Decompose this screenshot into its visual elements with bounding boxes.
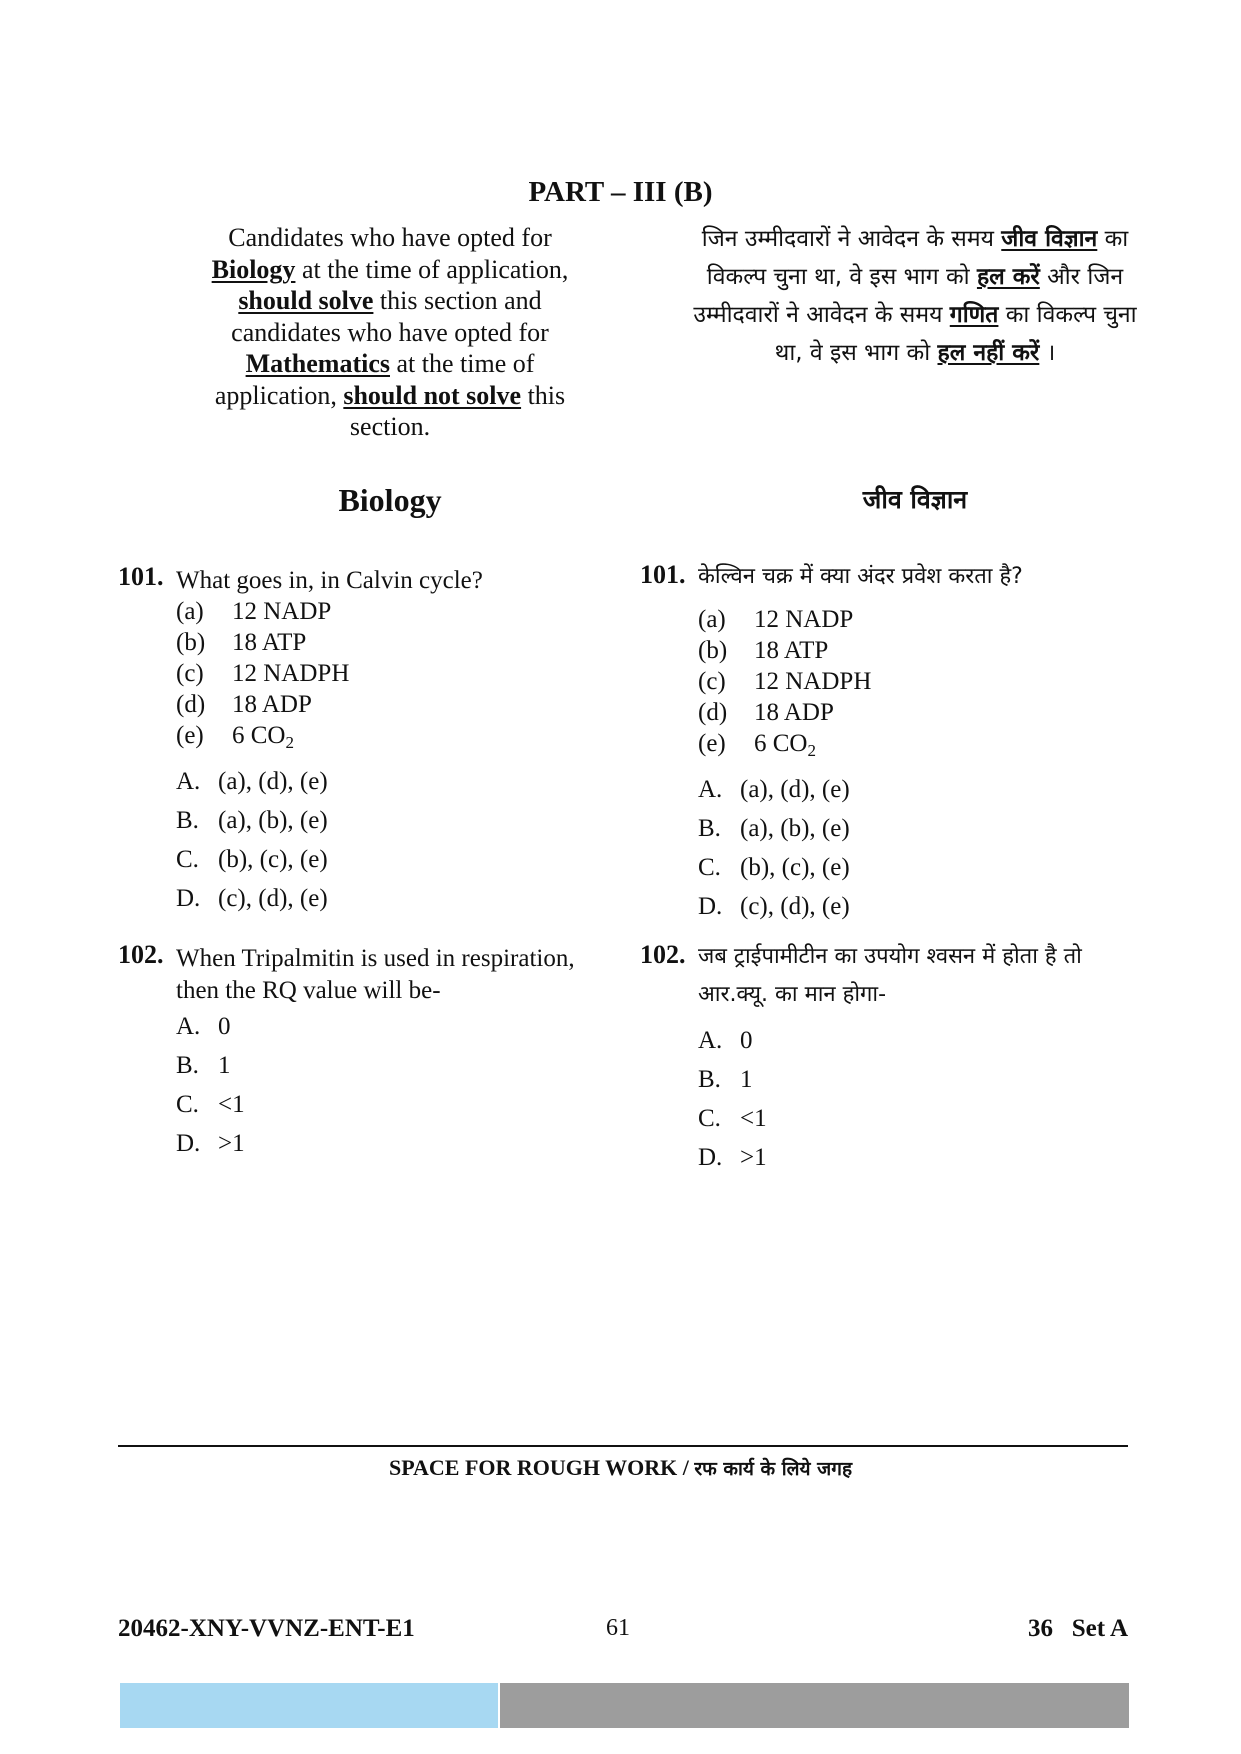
should-not-solve-emphasis: should not solve	[343, 380, 522, 410]
question-101-item-hindi: (b) 18 ATP	[698, 637, 829, 664]
question-101-answer: C. (b), (c), (e)	[176, 846, 328, 873]
should-solve-emphasis: should solve	[238, 286, 374, 315]
instructions-english: Candidates who have opted for Biology at the time of application, should solve this section and candidates who have opted for Mathematics at the time of application, should not solve this section.	[211, 223, 569, 441]
question-102-text: When Tripalmitin is used in respiration, then the RQ value will be-	[176, 945, 575, 1004]
question-101-item-hindi: (d) 18 ADP	[698, 699, 834, 726]
footer-bar-blue	[120, 1683, 498, 1728]
subject-biology-emphasis: Biology	[211, 254, 296, 284]
question-102-answer-hindi: B. 1	[698, 1066, 753, 1093]
question-101-item: (d) 18 ADP	[176, 691, 312, 718]
question-102-number-hindi: 102.	[640, 940, 686, 969]
subject-heading-english: Biology	[338, 482, 442, 518]
page-number: 61	[606, 1615, 630, 1641]
question-101-answer: B. (a), (b), (e)	[176, 807, 328, 834]
question-101-item-hindi: (e) 6 $CO_2$	[698, 730, 816, 760]
question-102-answer-hindi: A. 0	[698, 1027, 753, 1054]
question-101-text-hindi: केल्विन चक्र में क्या अंदर प्रवेश करता है?	[698, 564, 1023, 589]
question-101-item-hindi: (a) 12 NADP	[698, 606, 854, 633]
question-101-item-hindi: (c) 12 NADPH	[698, 668, 872, 695]
subject-mathematics-emphasis-hindi: गणित	[949, 302, 999, 328]
rough-work-divider	[118, 1445, 1128, 1447]
question-102-answer-hindi: C. <1	[698, 1105, 767, 1132]
subject-heading-hindi: जीव विज्ञान	[862, 485, 968, 514]
question-102-number: 102.	[118, 940, 164, 969]
question-101-answer-hindi: A. (a), (d), (e)	[698, 776, 850, 803]
question-102-answer: D. >1	[176, 1130, 245, 1157]
should-solve-emphasis-hindi: हल करें	[976, 264, 1040, 290]
question-101-answer: D. (c), (d), (e)	[176, 885, 328, 912]
question-101-answer-hindi: D. (c), (d), (e)	[698, 893, 850, 920]
question-101-answer-hindi: B. (a), (b), (e)	[698, 815, 850, 842]
should-not-solve-emphasis-hindi: हल नहीं करें	[937, 340, 1040, 366]
question-101-answer-hindi: C. (b), (c), (e)	[698, 854, 850, 881]
set-label: 36 Set A	[1028, 1615, 1128, 1642]
rough-work-label: SPACE FOR ROUGH WORK / रफ कार्य के लिये जगह	[388, 1455, 853, 1480]
question-101-number: 101.	[118, 562, 164, 591]
question-102-answer: A. 0	[176, 1013, 231, 1040]
question-101-answer: A. (a), (d), (e)	[176, 768, 328, 795]
question-101-item: (e) 6 $CO_2$	[176, 722, 294, 752]
part-title: PART – III (B)	[528, 176, 713, 208]
paper-code: 20462-XNY-VVNZ-ENT-E1	[118, 1615, 415, 1642]
question-102-text-hindi: जब ट्राईपामीटीन का उपयोग श्वसन में होता है तो आर.क्यू. का मान होगा-	[698, 944, 1082, 1007]
question-101-item: (c) 12 NADPH	[176, 660, 350, 687]
question-101-number-hindi: 101.	[640, 560, 686, 589]
question-101-text: What goes in, in Calvin cycle?	[176, 567, 483, 594]
instructions-hindi: जिन उम्मीदवारों ने आवेदन के समय जीव विज्ञान का विकल्प चुना था, वे इस भाग को हल करें और जिन उम्मीदवारों ने आवेदन के समय गणित का विकल्प चुना था, वे इस भाग को हल नहीं करें ।	[693, 226, 1137, 366]
question-102-answer: C. <1	[176, 1091, 245, 1118]
subject-biology-emphasis-hindi: जीव विज्ञान	[1001, 226, 1098, 252]
question-101-item: (b) 18 ATP	[176, 629, 307, 656]
footer-bar-gray	[500, 1683, 1129, 1728]
question-102-answer: B. 1	[176, 1052, 231, 1079]
question-102-answer-hindi: D. >1	[698, 1144, 767, 1171]
subject-mathematics-emphasis: Mathematics	[245, 349, 390, 378]
question-101-item: (a) 12 NADP	[176, 598, 332, 625]
